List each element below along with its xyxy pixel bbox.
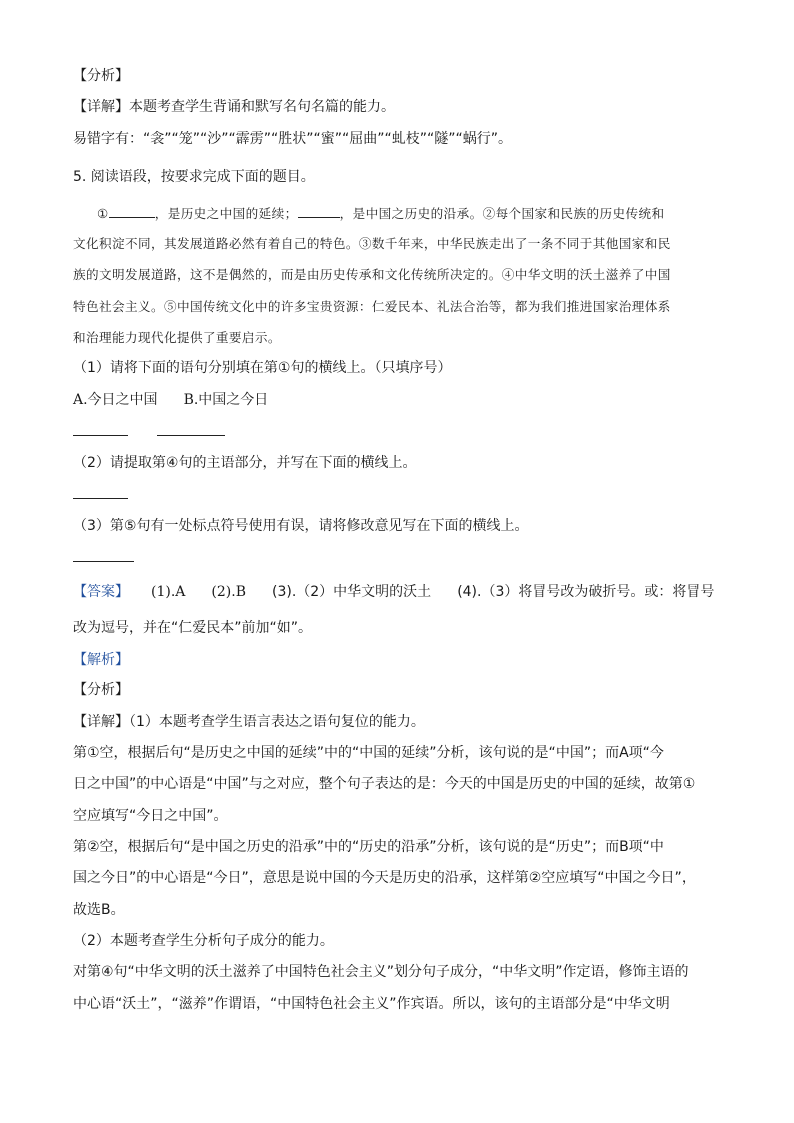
detail-line-2: 第①空，根据后句“是历史之中国的延续”中的“中国的延续”分析，该句说的是“中国”；而A项“今 [73,745,664,761]
detail-line-8: （2）本题考查学生分析句子成分的能力。 [73,933,334,949]
options-line [73,390,268,410]
passage-line-3: 族的文明发展道路，这不是偶然的，而是由历史传承和文化传统所决定的。④中华文明的沃土滋养了中国 [73,267,671,282]
question-title: 5. 阅读语段，按要求完成下面的题目。 [73,169,315,185]
passage-line-2: 文化积淀不同，其发展道路必然有着自己的特色。③数千年来，中华民族走出了一条不同于其他国家和民 [73,236,671,251]
error-chars-line: 易错字有：“衾”“笼”“沙”“霹雳”“胜状”“蜜”“屈曲”“虬枝”“隧”“蜗行”。 [73,131,513,147]
option-a: A.今日之中国 [73,392,158,408]
answer-item-1: (1).A [151,584,186,600]
passage-line1-mid: ，是历史之中国的延续； [154,206,298,221]
detail-top: 【详解】本题考查学生背诵和默写名句名篇的能力。 [73,99,395,115]
detail-line-5: 第②空，根据后句“是中国之历史的沿承”中的“历史的沿承”分析，该句说的是“历史”；而B项“中 [73,839,664,855]
answer-blank-1a [73,435,128,436]
passage-line-4: 特色社会主义。⑤中国传统文化中的许多宝贵资源：仁爱民本、礼法合治等，都为我们推进国家治理体系 [73,299,671,314]
passage-blank-1 [109,203,155,218]
answer-blank-1b [157,435,225,436]
passage-line-1 [97,203,664,224]
passage-line1-pre: ① [97,206,109,221]
detail-line-4: 空应填写“今日之中国”。 [73,808,228,824]
option-b: B.中国之今日 [183,392,269,408]
analysis-label-top: 【分析】 [73,68,129,84]
detail-line-6: 国之今日”的中心语是“今日”，意思是说中国的今天是历史的沿承，这样第②空应填写“中国之今日”， [73,870,696,886]
answer-blank-3 [73,561,134,562]
answer-line-1 [73,582,714,602]
detail-line-10: 中心语“沃土”，“滋养”作谓语，“中国特色社会主义”作宾语。所以，该句的主语部分是“中华文明 [73,996,670,1012]
detail-line-1: 【详解】（1）本题考查学生语言表达之语句复位的能力。 [73,714,425,730]
answer-line-2: 改为逗号，并在“仁爱民本”前加“如”。 [73,620,313,636]
passage-blank-2 [298,203,340,218]
detail-line-7: 故选B。 [73,902,125,918]
sub-question-3: （3）第⑤句有一处标点符号使用有误，请将修改意见写在下面的横线上。 [73,518,529,534]
answer-blank-2 [73,498,128,499]
answer-item-3: (3).（2）中华文明的沃土 [271,584,432,600]
answer-label: 【答案】 [73,584,129,600]
passage-line-5: 和治理能力现代化提供了重要启示。 [73,330,281,345]
answer-item-2: (2).B [211,584,246,600]
sub-question-1: （1）请将下面的语句分别填在第①句的横线上。（只填序号） [73,360,452,376]
detail-line-3: 日之中国”的中心语是“中国”与之对应，整个句子表达的是：今天的中国是历史的中国的延续，故第① [73,776,696,792]
detail-line-9: 对第④句“中华文明的沃土滋养了中国特色社会主义”划分句子成分，“中华文明”作定语，修饰主语的 [73,964,689,980]
analysis-label: 【解析】 [73,652,129,668]
passage-line1-post: ，是中国之历史的沿承。②每个国家和民族的历史传统和 [339,206,665,221]
sub-question-2: （2）请提取第④句的主语部分，并写在下面的横线上。 [73,455,417,471]
answer-item-4: (4).（3）将冒号改为破折号。或：将冒号 [457,584,715,600]
analysis-label-2: 【分析】 [73,682,129,698]
